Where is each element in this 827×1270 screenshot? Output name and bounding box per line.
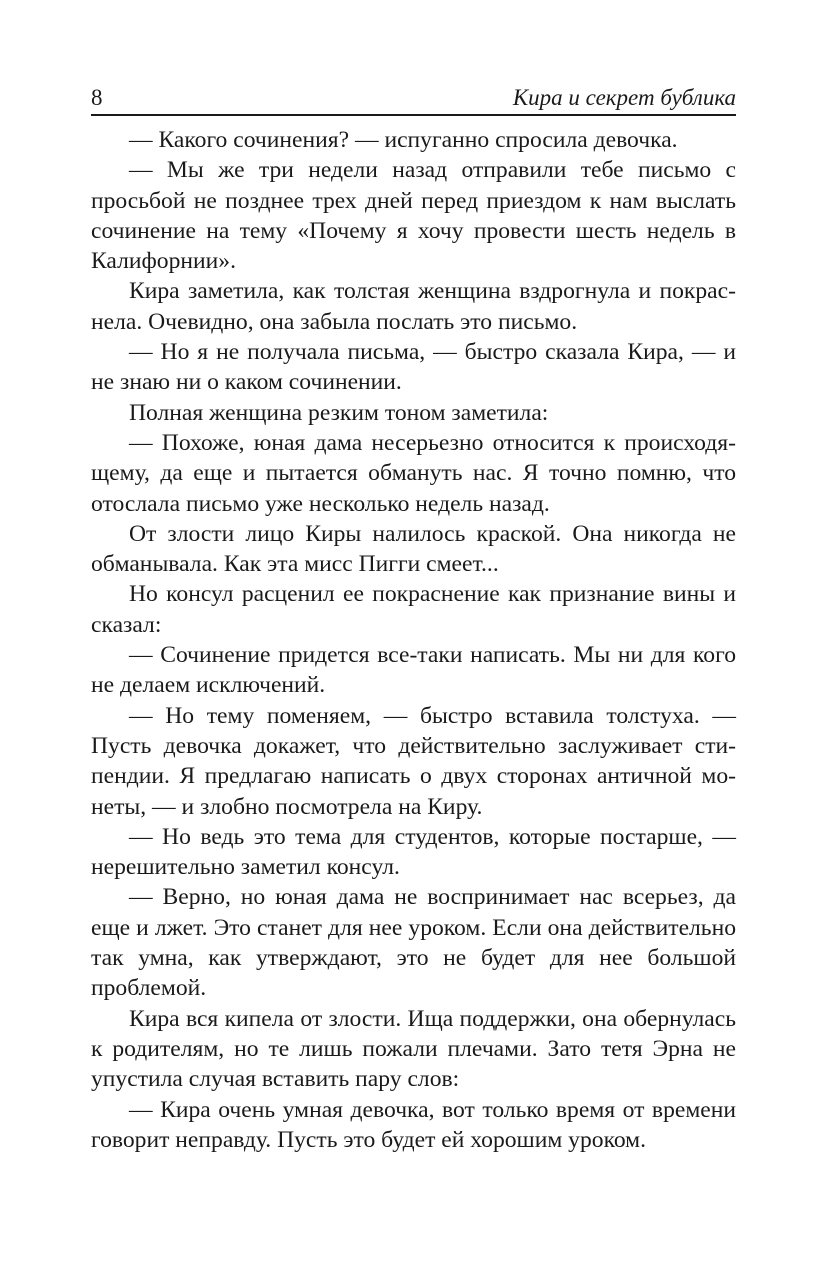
page-number: 8 [91,85,103,110]
paragraph: — Кира очень умная девочка, вот только время от времени говорит неправду. Пусть это будет ей хорошим уроком. [91,1096,736,1153]
paragraph: — Мы же три недели назад отправили тебе письмо с просьбой не позднее трех дней перед приездом к нам выслать сочинение на тему «Почему я хочу провести шесть недель в Калифорнии». [91,157,736,275]
paragraph: — Но тему поменяем, — быстро вставила толстуха. — Пусть девочка докажет, что действительно заслуживает стипендии. Я предлагаю написать о двух сторонах античной монеты, — и злобно посмотрела на Киру. [91,702,736,820]
paragraph: — Похоже, юная дама несерьезно относится к происходящему, да еще и пытается обмануть нас. Я точно помню, что отослала письмо уже несколько недель назад. [91,429,736,517]
paragraph: — Какого сочинения? — испуганно спросила девочка. [129,127,678,153]
book-title: Кира и секрет бублика [512,85,736,110]
paragraph: — Но я не получала письма, — быстро сказала Кира, — и не знаю ни о каком сочинении. [91,339,736,396]
paragraph: От злости лицо Киры налилось краской. Она никогда не обманывала. Как эта мисс Пигги смеет... [91,520,736,578]
paragraph: Но консул расценил ее покраснение как признание вины и сказал: [91,581,736,638]
paragraph: Кира вся кипела от злости. Ища поддержки, она обернулась к родителям, но те лишь пожали плечами. Зато тетя Эрна не упустила случая вставить пару слов: [91,1005,736,1093]
running-head [91,82,736,116]
body-text [91,125,736,1155]
paragraph: — Верно, но юная дама не воспринимает нас всерьез, да еще и лжет. Это станет для нее уроком. Если она действительно так умна, как утверждают, это не будет для нее большой проблемой. [91,884,736,1002]
paragraph: Кира заметила, как толстая женщина вздрогнула и покраснела. Очевидно, она забыла послать это письмо. [91,278,736,335]
paragraph: — Сочинение придется все-таки написать. Мы ни для кого не делаем исключений. [91,642,736,699]
paragraph: Полная женщина резким тоном заметила: [129,399,549,426]
paragraph: — Но ведь это тема для студентов, которые постарше, — нерешительно заметил консул. [91,823,736,881]
